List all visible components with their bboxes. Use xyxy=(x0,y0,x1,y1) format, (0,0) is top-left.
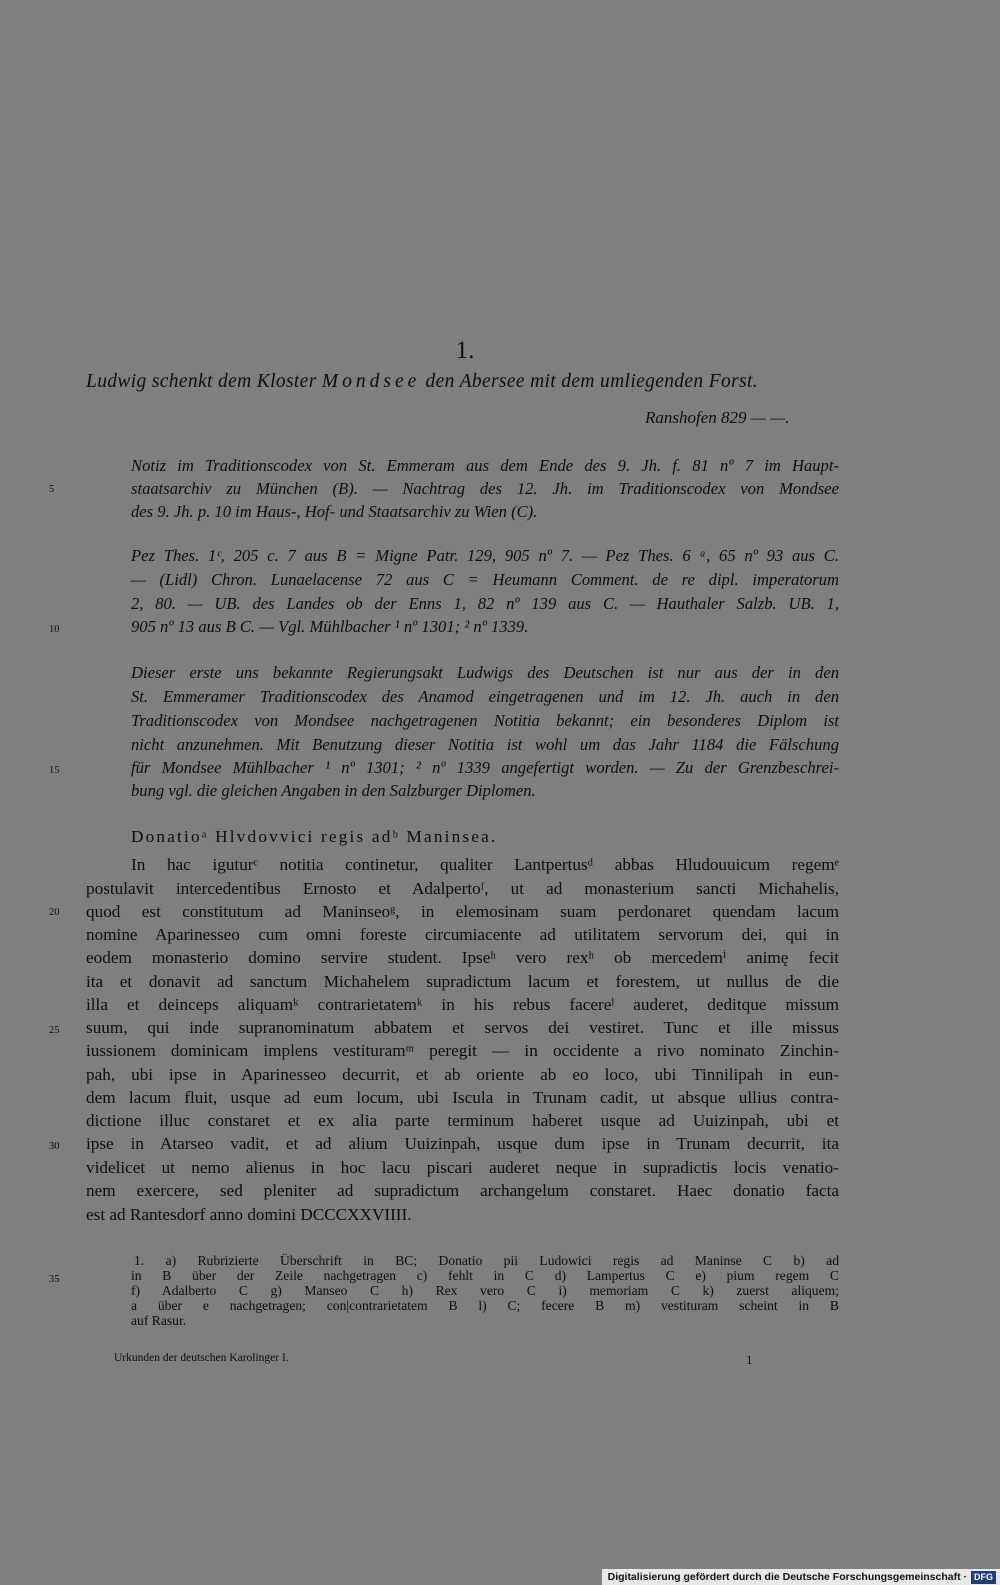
footnote-line: f) Adalberto C g) Manseo C h) Rex vero C i) memoriam C k) zuerst aliquem; xyxy=(131,1283,839,1298)
commentary-line: nicht anzunehmen. Mit Benutzung dieser Notitia ist wohl um das Jahr 1184 die Fälschung xyxy=(131,735,839,754)
regest-place: Mondsee xyxy=(321,371,421,392)
line-number: 5 xyxy=(49,484,55,495)
text-line: pah, ubi ipse in Aparinesseo decurrit, et ab oriente ab eo loco, ubi Tinnilipah in eun- xyxy=(86,1065,839,1084)
date-line: Ranshofen 829 — —. xyxy=(645,408,790,427)
regest xyxy=(86,371,758,393)
text-line: illa et deinceps aliquamᵏ contrarietatemᵏ in his rebus facereˡ auderet, deditque missum xyxy=(86,995,839,1014)
footnote-line: in B über der Zeile nachgetragen c) fehlt in C d) Lampertus C e) pium regem C xyxy=(131,1268,839,1283)
credit-bar[interactable] xyxy=(602,1569,1000,1585)
text-line: dictione illuc constaret et ex alia parte terminum haberet usque ad Uuizinpah, ubi et xyxy=(86,1111,839,1130)
text-line: suum, qui inde supranominatum abbatem et servos dei vestiret. Tunc et ille missus xyxy=(86,1018,839,1037)
line-number: 15 xyxy=(49,765,60,776)
text-line: eodem monasterio domino servire student. Ipseʰ vero rexʰ ob mercedemⁱ animę fecit xyxy=(86,948,839,967)
text-line: dem lacum fluit, usque ad eum locum, ubi Iscula in Trunam cadit, ut absque ullius contra- xyxy=(86,1088,839,1107)
text-line: nem exercere, sed pleniter ad supradictum archangelum constaret. Haec donatio facta xyxy=(86,1181,839,1200)
sheet-signature: 1 xyxy=(746,1352,753,1367)
regest-text-pre: Ludwig schenkt dem Kloster xyxy=(86,371,317,392)
footnote-line: 1. a) Rubrizierte Überschrift in BC; Donatio pii Ludowici regis ad Maninse C b) ad xyxy=(134,1253,839,1268)
regest-text-post: den Abersee mit dem umliegenden Forst. xyxy=(425,371,758,392)
edition-line: 2, 80. — UB. des Landes ob der Enns 1, 82 nº 139 aus C. — Hauthaler Salzb. UB. 1, xyxy=(131,594,839,613)
text-line: In hac iguturᶜ notitia continetur, qualiter Lantpertusᵈ abbas Hludouuicum regemᵉ xyxy=(131,855,839,874)
text-line: videlicet ut nemo alienus in hoc lacu piscari auderet neque in supradictis locis venatio- xyxy=(86,1158,839,1177)
line-number: 35 xyxy=(49,1274,60,1285)
text-line: ipse in Atarseo vadit, et ad alium Uuizinpah, usque dum ipse in Trunam decurrit, ita xyxy=(86,1134,839,1153)
line-number: 10 xyxy=(49,624,60,635)
edition-line: 905 nº 13 aus B C. — Vgl. Mühlbacher ¹ nº 1301; ² nº 1339. xyxy=(131,617,529,636)
commentary-line: Dieser erste uns bekannte Regierungsakt Ludwigs des Deutschen ist nur aus der in den xyxy=(131,663,839,682)
tradition-line: Notiz im Traditionscodex von St. Emmeram aus dem Ende des 9. Jh. f. 81 nº 7 im Haupt- xyxy=(131,456,839,475)
text-line: ita et donavit ad sanctum Michahelem supradictum lacum et forestem, ut nullus de die xyxy=(86,972,839,991)
line-number: 30 xyxy=(49,1141,60,1152)
text-line: est ad Rantesdorf anno domini DCCCXXVIIII. xyxy=(86,1205,412,1224)
text-line: postulavit intercedentibus Ernosto et Adalpertoᶠ, ut ad monasterium sancti Michahelis, xyxy=(86,879,839,898)
commentary-line: für Mondsee Mühlbacher ¹ nº 1301; ² nº 1339 angefertigt worden. — Zu der Grenzbeschrei- xyxy=(131,758,839,777)
dfg-logo-icon[interactable]: DFG xyxy=(971,1571,996,1584)
commentary-line: bung vgl. die gleichen Angaben in den Salzburger Diplomen. xyxy=(131,781,536,800)
footnote-line: a über e nachgetragen; con|contrarietatem B l) C; fecere B m) vestituram scheint in B xyxy=(131,1298,839,1313)
footnote-line: auf Rasur. xyxy=(131,1313,187,1328)
commentary-line: St. Emmeramer Traditionscodex des Anamod eingetragenen und im 12. Jh. auch in den xyxy=(131,687,839,706)
edition-line: Pez Thes. 1ᶜ, 205 c. 7 aus B = Migne Patr. 129, 905 nº 7. — Pez Thes. 6 ᵃ, 65 nº 93 aus C. xyxy=(131,546,839,565)
text-line: quod est constitutum ad Maninseoᵍ, in elemosinam suam perdonaret quendam lacum xyxy=(86,902,839,921)
text-heading: Donatioᵃ Hlvdovvici regis adᵇ Maninsea. xyxy=(131,827,498,846)
text-line: iussionem dominicam implens vestituramᵐ peregit — in occidente a rivo nominato Zinchin- xyxy=(86,1041,839,1060)
commentary-line: Traditionscodex von Mondsee nachgetragenen Notitia bekannt; ein besonderes Diplom ist xyxy=(131,711,839,730)
line-number: 25 xyxy=(49,1025,60,1036)
document-number: 1. xyxy=(455,337,475,364)
edition-line: — (Lidl) Chron. Lunaelacense 72 aus C = Heumann Comment. de re dipl. imperatorum xyxy=(131,570,839,589)
tradition-line: des 9. Jh. p. 10 im Haus-, Hof- und Staatsarchiv zu Wien (C). xyxy=(131,502,538,521)
tradition-line: staatsarchiv zu München (B). — Nachtrag des 12. Jh. im Traditionscodex von Mondsee xyxy=(131,479,839,498)
running-footer: Urkunden der deutschen Karolinger I. xyxy=(114,1352,289,1364)
line-number: 20 xyxy=(49,907,60,918)
credit-text[interactable]: Digitalisierung gefördert durch die Deutsche Forschungsgemeinschaft · xyxy=(607,1571,967,1583)
text-line: nomine Aparinesseo cum omni foreste circumiacente ad utilitatem servorum dei, qui in xyxy=(86,925,839,944)
